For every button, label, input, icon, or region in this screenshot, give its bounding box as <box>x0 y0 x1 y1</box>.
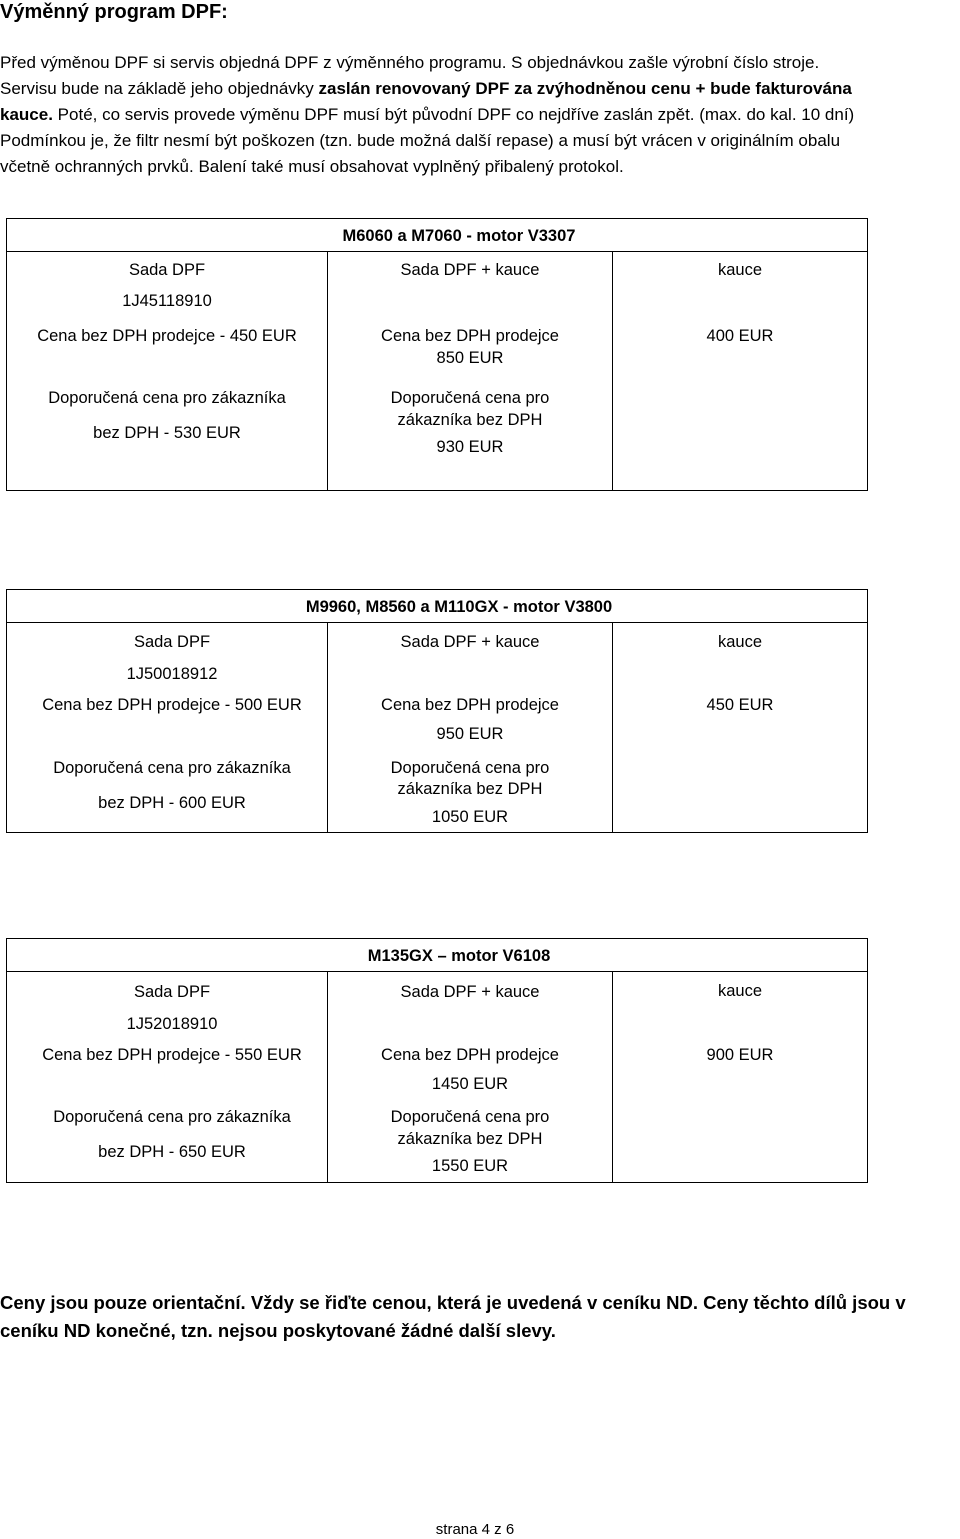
col2-dealer-price-2: 1450 EUR <box>431 1075 509 1093</box>
col3-title: kauce <box>717 633 763 651</box>
col2-dealer-price-1: Cena bez DPH prodejce <box>381 327 559 345</box>
table-heading: M9960, M8560 a M110GX - motor V3800 <box>7 590 867 623</box>
col1-dealer-price: Cena bez DPH prodejce - 500 EUR <box>42 696 302 714</box>
price-table-2 <box>6 589 868 833</box>
footer-note <box>0 1289 960 1345</box>
col3-value: 900 EUR <box>706 1046 774 1064</box>
col2-dealer-price-2: 950 EUR <box>436 725 504 743</box>
col3-value: 400 EUR <box>706 327 774 345</box>
col2-title: Sada DPF + kauce <box>400 983 540 1001</box>
col2-dealer-price-1: Cena bez DPH prodejce <box>381 696 559 714</box>
col2-recommended-3: 1550 EUR <box>431 1157 509 1175</box>
col2-recommended-2: zákazníka bez DPH <box>397 1130 543 1148</box>
page-title: Výměnný program DPF: <box>0 1 228 23</box>
col3-title: kauce <box>717 982 763 1000</box>
col1-recommended-1: Doporučená cena pro zákazníka <box>48 389 286 407</box>
col3-value: 450 EUR <box>706 696 774 714</box>
table-heading: M135GX – motor V6108 <box>7 939 867 972</box>
col2-title: Sada DPF + kauce <box>400 261 540 279</box>
col1-code: 1J45118910 <box>122 292 212 310</box>
col2-recommended-1: Doporučená cena pro <box>390 389 550 407</box>
col2-recommended-3: 930 EUR <box>436 438 504 456</box>
col2-recommended-1: Doporučená cena pro <box>390 759 550 777</box>
intro-line-2 <box>0 76 852 102</box>
table-heading: M6060 a M7060 - motor V3307 <box>7 219 867 252</box>
intro-line-3 <box>0 102 854 128</box>
col1-recommended-2: bez DPH - 650 EUR <box>98 1143 246 1161</box>
col1-title: Sada DPF <box>133 983 211 1001</box>
col2-dealer-price-1: Cena bez DPH prodejce <box>381 1046 559 1064</box>
col1-dealer-price: Cena bez DPH prodejce - 450 EUR <box>37 327 297 345</box>
col1-recommended-1: Doporučená cena pro zákazníka <box>53 759 291 777</box>
intro-line-4: Podmínkou je, že filtr nesmí být poškozen (tzn. bude možná další repase) a musí být vrácen v originálním obalu <box>0 131 841 150</box>
price-table-3 <box>6 938 868 1183</box>
col1-dealer-price: Cena bez DPH prodejce - 550 EUR <box>42 1046 302 1064</box>
intro-line-2-bold: zaslán renovovaný DPF za zvýhodněnou cenu + bude fakturována <box>318 79 852 98</box>
footer-note-line-2: ceníku ND konečné, tzn. nejsou poskytované žádné další slevy. <box>0 1320 556 1341</box>
col1-recommended-2: bez DPH - 530 EUR <box>93 424 241 442</box>
page-number: strana 4 z 6 <box>435 1521 515 1538</box>
col2-recommended-3: 1050 EUR <box>431 808 509 826</box>
intro-line-3-text: Poté, co servis provede výměnu DPF musí být původní DPF co nejdříve zaslán zpět. (max. do kal. 10 dní) <box>57 105 855 124</box>
col1-code: 1J50018912 <box>126 665 218 683</box>
intro-line-5: včetně ochranných prvků. Balení také musí obsahovat vyplněný přibalený protokol. <box>0 157 624 176</box>
col2-recommended-2: zákazníka bez DPH <box>397 411 543 429</box>
intro-line-2-text: Servisu bude na základě jeho objednávky <box>0 79 314 98</box>
intro-line-3-bold: kauce. <box>0 105 53 124</box>
col2-title: Sada DPF + kauce <box>400 633 540 651</box>
col1-title: Sada DPF <box>128 261 206 279</box>
col1-recommended-2: bez DPH - 600 EUR <box>98 794 246 812</box>
col2-recommended-2: zákazníka bez DPH <box>397 780 543 798</box>
intro-line-1: Před výměnou DPF si servis objedná DPF z výměnného programu. S objednávkou zašle výrobní číslo stroje. <box>0 53 820 72</box>
col3-title: kauce <box>717 261 763 279</box>
col2-dealer-price-2: 850 EUR <box>436 349 504 367</box>
price-table-1 <box>6 218 868 491</box>
col1-title: Sada DPF <box>133 633 211 651</box>
col1-code: 1J52018910 <box>126 1015 218 1033</box>
footer-note-line-1: Ceny jsou pouze orientační. Vždy se řiďte cenou, která je uvedená v ceníku ND. Ceny těchto dílů jsou v <box>0 1292 906 1313</box>
col2-recommended-1: Doporučená cena pro <box>390 1108 550 1126</box>
col1-recommended-1: Doporučená cena pro zákazníka <box>53 1108 291 1126</box>
